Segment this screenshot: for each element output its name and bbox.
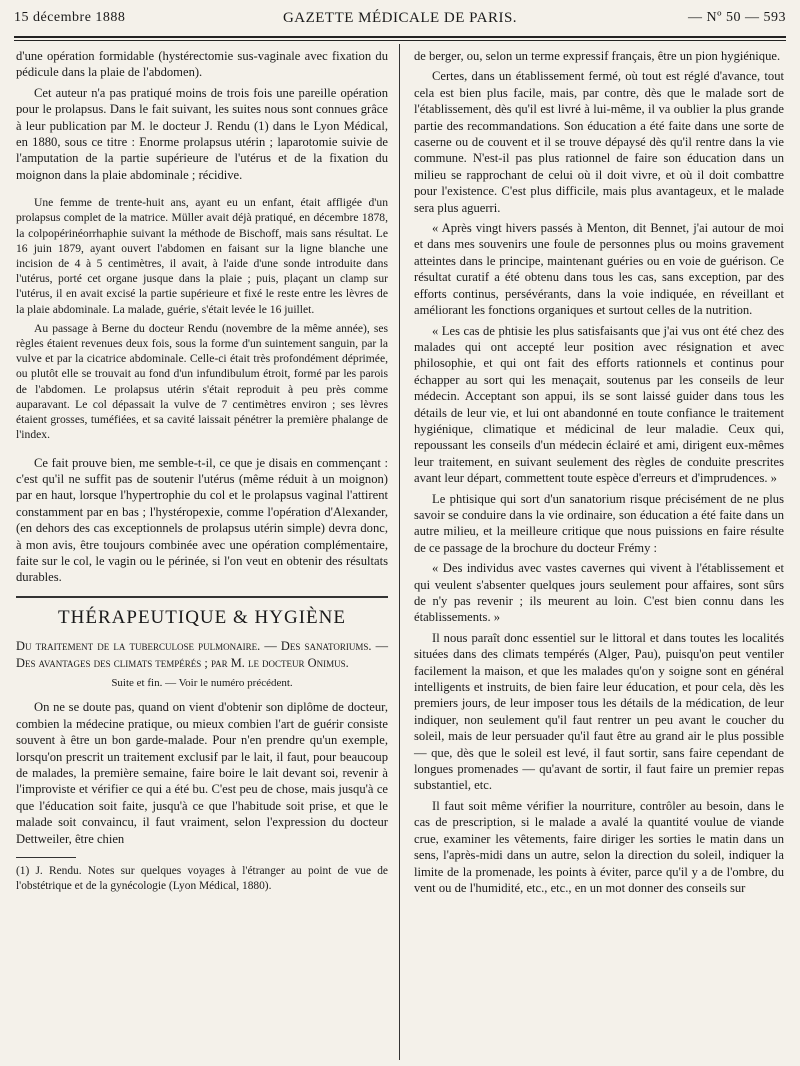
paragraph: d'une opération formidable (hystérectomie sus-vaginale avec fixation du pédicule dans la plaie de l'abdomen).: [16, 49, 388, 80]
header-date: 15 décembre 1888: [14, 10, 126, 25]
column-divider: [399, 44, 400, 1060]
paragraph: de berger, ou, selon un terme expressif français, être un pion hygiénique.: [414, 49, 781, 63]
paragraph: Certes, dans un établissement fermé, où tout est réglé d'avance, tout cela est bien plus facile, mais, par contre, dès que le malade sort de l'établissement, dès qu'il est livré à lui-même, il va oublier la plus grande partie des recommandations. Son éducation a été faite dans une sorte de caserne ou de couvent et il se trouve dépaysé dès qu'il rentre dans la vie commune. N'est-il pas plus rationnel de faire son éducation dans un milieu se rapprochant de celui où il doit vivre, et où il doit combattre pour l'existence. C'est plus difficile, mais plus avantageux, et le malade sera plus aguerri.: [414, 69, 784, 215]
left-column: [16, 48, 388, 897]
paragraph: Il faut soit même vérifier la nourriture, contrôler au besoin, dans le cas de prescription, si le malade a avalé la quantité voulue de viande crue, examiner les vêtements, faire diriger les sorties le matin dans un sens, l'après-midi dans un autre, selon la direction du soleil, indiquer la limite de la promenade, les points à éviter, parce qu'il y a de l'ombre, du vent ou de l'humidité, etc., etc., en un mot donner des conseils sur: [414, 798, 784, 895]
paragraph: On ne se doute pas, quand on vient d'obtenir son diplôme de docteur, combien la médecine pratique, ou mieux combien l'art de guérir consiste souvent à être un bon garde-malade. Pour n'en prendre qu'un exemple, lorsqu'on prescrit un traitement exclusif par le lait, il faut, pour beaucoup de malades, la première semaine, faire boire le lait devant soi, revenir à l'improviste et vérifier ce qui a été bu. C'est peu de chose, mais jusqu'à ce que l'éducation soit faite, jusqu'à ce que l'habitude soit prise, et que le malade soit convaincu, il faut vraiment, selon l'expression du docteur Dettweiler, être chien: [16, 700, 388, 846]
header-rule-thin: [14, 40, 786, 41]
paragraph: Il nous paraît donc essentiel sur le littoral et dans toutes les localités situées dans des climats tempérés (Alger, Pau), puisqu'on peut ventiler facilement la maison, et que les malades qu'on y soigne sont en général intelligents et instruits, de bien faire leur éducation, et pour cela, dès les premiers jours, de leur imposer tous les détails de la médication, de leur indiquer, non seulement qu'il faut rentrer un peu avant le coucher du soleil, mais de leur persuader qu'il faut être au grand air le plus possible — que, dès que le soleil est levé, il faut sortir, sans faire cependant de longues promenades — qu'avant de sortir, il faut faire un premier repas substantiel, etc.: [414, 630, 784, 793]
quote-paragraph: « Des individus avec vastes cavernes qui vivent à l'établissement et qui veulent s'absenter quelques jours seulement pour affaires, sont sûrs de n'y pas revenir ; ils meurent au loin. C'est bien connu dans les établissements. »: [414, 561, 784, 625]
section-separator: [16, 596, 388, 598]
quote-paragraph: « Les cas de phtisie les plus satisfaisants que j'ai vus ont été chez des malades qui ont accepté leur position avec résignation et avec philosophie, et qui ont fait des efforts rationnels et continus pour échapper au sort qui les menaçait, soutenus par les conseils de leur médecin. Acceptant son appui, ils se sont laissé guider dans tous les détails de leur vie, et lui ont abandonné en toute confiance le traitement hygiénique, climatique et médicinal de leur maladie. Ceux qui, repoussant les conseils d'un médecin éclairé et ami, dirigent eux-mêmes leur traitement, en suivant seulement des règles de conduite prescrites avant leur départ, commettent toute espèce d'erreurs et d'imprudences. »: [414, 323, 784, 486]
paragraph: Ce fait prouve bien, me semble-t-il, ce que je disais en commençant : c'est qu'il ne suffit pas de soutenir l'utérus (même réduit à un moignon) par en haut, lorsque l'hypertrophie du col et le prolapsus vaginal l'attirent constamment par en bas ; l'hystéropexie, comme l'opération d'Alexander, (en dehors des cas exceptionnels de prolapsus utérin simple) devra donc, à mon avis, être toujours combinée avec une opération complémentaire, faite sur le col, le vagin ou le périnée, si l'on veut en obtenir des résultats durables.: [16, 455, 388, 585]
quote-paragraph: « Après vingt hivers passés à Menton, dit Bennet, j'ai autour de moi et dans mes souvenirs une foule de personnes plus ou moins gravement atteintes dans le principe, maintenant guéries ou en voie de guérison. Ce résultat curatif a été obtenu dans tous les cas, sans exception, par des efforts continus, persévérants, dans la voie indiquée, en réveillant et améliorant les fonctions organiques et surtout celles de la nutrition.: [414, 221, 784, 318]
article-continuation-note: Suite et fin. — Voir le numéro précédent.: [111, 676, 293, 689]
header-journal-title: GAZETTE MÉDICALE DE PARIS.: [282, 10, 518, 26]
case-paragraph: Au passage à Berne du docteur Rendu (novembre de la même année), ses règles étaient revenues deux fois, sous la forme d'un suintement sanguin, par la vulve et par la cicatrice abdominale. Celle-ci était très profondément déprimée, ou plutôt elle se trouvait au fond d'un infundibulum étroit, formé par les parois de l'abdomen. Le prolapsus utérin s'était reproduit à peu près comme auparavant. Le col dépassait la vulve de 7 centimètres environ ; ses lèvres étaient grosses, tuméfiées, et sa cavité laissait pénétrer la première phalange de l'index.: [16, 321, 388, 442]
case-paragraph: Une femme de trente-huit ans, ayant eu un enfant, était affligée d'un prolapsus complet de la matrice. Müller avait déjà pratiqué, en décembre 1878, la colpopérinéorrhaphie suivant la méthode de Bischoff, mais sans résultat. Le 16 juin 1879, ayant ouvert l'abdomen en faisant sur la ligne blanche une incision de 4 à 5 centimètres, il avait, à l'aide d'une sonde introduite dans l'utérus, porté cet organe jusque dans la plaie ; puis, plaçant un clamp sur l'utérus, il en avait excisé la partie supérieure et fixé le reste entre les lèvres de la plaie abdominale. La malade, guérie, s'était levée le 16 juillet.: [16, 196, 388, 316]
header-rule: [14, 36, 786, 38]
section-title: THÉRAPEUTIQUE & HYGIÈNE: [58, 606, 346, 628]
footnote: (1) J. Rendu. Notes sur quelques voyages à l'étranger au point de vue de l'obstétrique et de la gynécologie (Lyon Médical, 1880).: [16, 865, 388, 892]
footnote-rule: [16, 857, 76, 858]
header-issue-page: — Nº 50 — 593: [688, 10, 786, 25]
article-title: Du traitement de la tuberculose pulmonaire. — Des sanatoriums. — Des avantages des climats tempérés ; par M. le docteur Onimus.: [16, 639, 388, 670]
paragraph: Cet auteur n'a pas pratiqué moins de trois fois une pareille opération pour le prolapsus. Dans le fait suivant, les suites nous sont connues grâce à leur publication par M. le docteur J. Rendu (1) dans le Lyon Médical, en 1880, sous ce titre : Enorme prolapsus utérin ; laparotomie suivie de l'amputation de la partie supérieure de l'utérus et de la fixation du moignon dans la plaie abdominale ; récidive.: [16, 85, 388, 182]
page-header: [14, 6, 786, 28]
paragraph: Le phtisique qui sort d'un sanatorium risque précisément de ne plus savoir se conduire dans la vie ordinaire, son éducation a été faite dans un autre milieu, et la meilleure critique que nous puissions en faire résulte de ce passage de la brochure du docteur Frémy :: [414, 491, 784, 555]
right-column: [414, 48, 784, 900]
